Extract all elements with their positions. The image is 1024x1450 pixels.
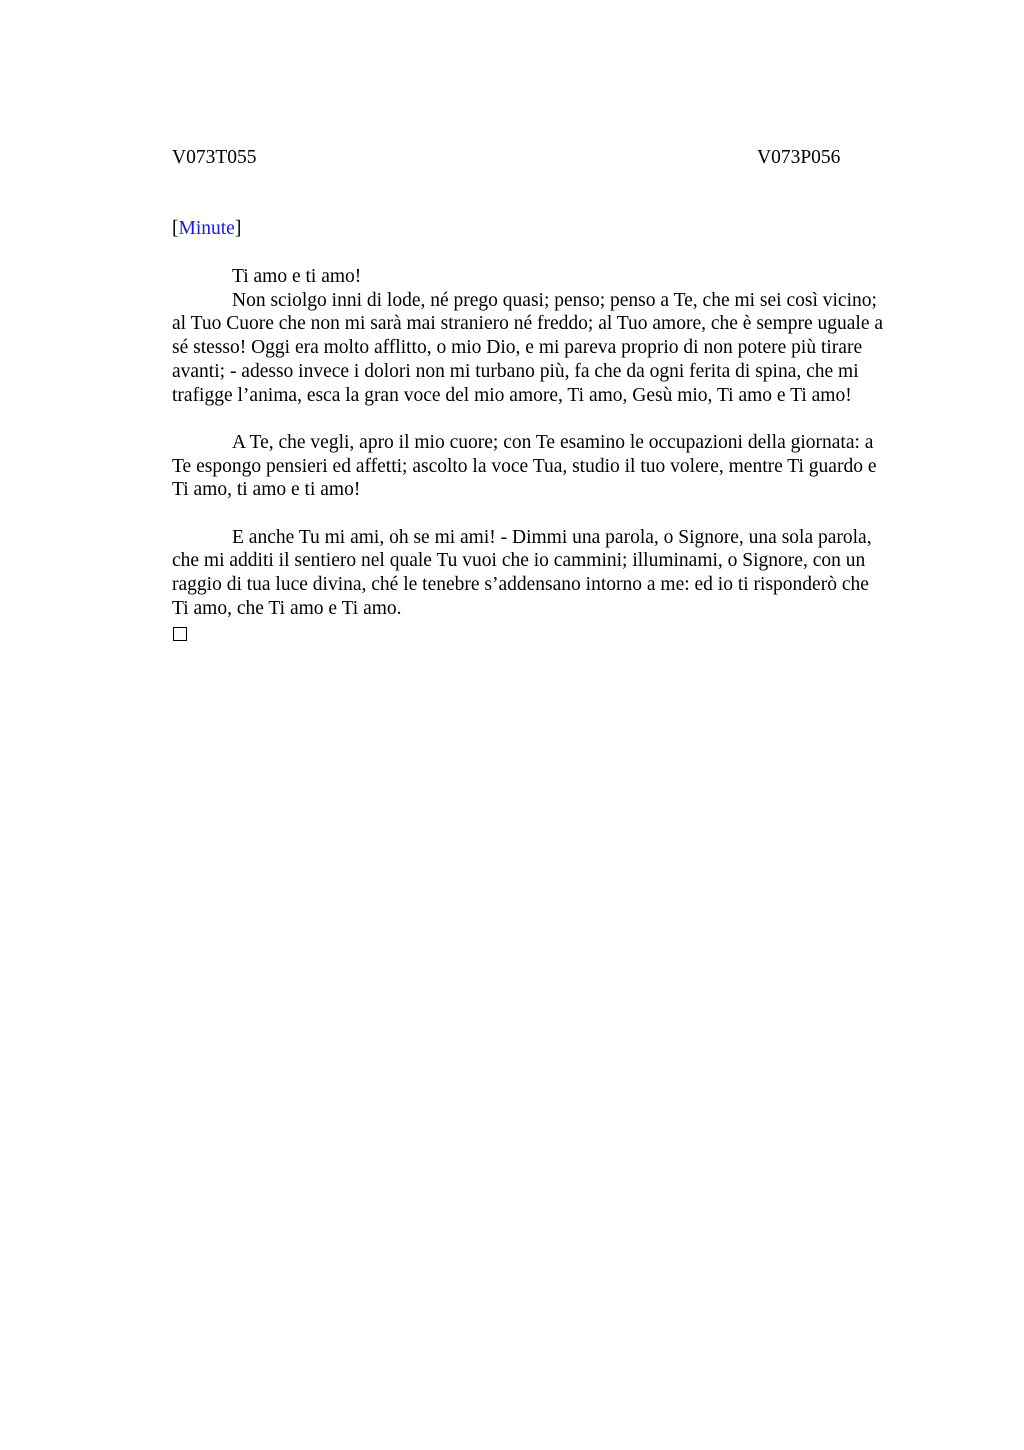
paragraph-gap [172, 502, 932, 526]
paragraph-gap [172, 407, 932, 431]
open-bracket: [ [172, 218, 179, 239]
paragraph-line: raggio di tua luce divina, ché le tenebre s’addensano intorno a me: ed io ti risponderò che [172, 574, 869, 596]
section-heading [172, 217, 241, 241]
paragraph-line: sé stesso! Oggi era molto afflitto, o mio Dio, e mi pareva proprio di non potere più tirare [172, 337, 863, 359]
paragraph-line: avanti; - adesso invece i dolori non mi turbano più, fa che da ogni ferita di spina, che mi [172, 360, 859, 382]
paragraph-line: che mi additi il sentiero nel quale Tu vuoi che io cammini; illuminami, o Signore, con un [172, 550, 866, 572]
paragraph-line: trafigge l’anima, esca la gran voce del mio amore, Ti amo, Gesù mio, Ti amo e Ti amo! [172, 384, 852, 406]
document-code-left: V073T055 [172, 147, 257, 168]
paragraph-line: Non sciolgo inni di lode, né prego quasi; penso; penso a Te, che mi sei così vicino; [232, 289, 877, 311]
paragraph-line: Ti amo, che Ti amo e Ti amo. [172, 597, 402, 619]
paragraph-line: Te espongo pensieri ed affetti; ascolto la voce Tua, studio il tuo volere, mentre Ti guardo e [172, 455, 877, 477]
paragraph-line: al Tuo Cuore che non mi sarà mai straniero né freddo; al Tuo amore, che è sempre uguale a [172, 313, 884, 335]
paragraph-line: E anche Tu mi ami, oh se mi ami! - Dimmi una parola, o Signore, una sola parola, [232, 526, 872, 548]
paragraph-line: Ti amo e ti amo! [232, 266, 362, 287]
paragraph-1 [172, 265, 932, 289]
close-bracket: ] [234, 218, 242, 239]
paragraph-line: A Te, che vegli, apro il mio cuore; con Te esamino le occupazioni della giornata: a [232, 431, 874, 453]
paragraph-line: Ti amo, ti amo e ti amo! [172, 479, 361, 501]
paragraph-2 [172, 289, 932, 408]
end-square-icon [173, 627, 187, 641]
body-text [172, 265, 932, 641]
minute-link[interactable]: Minute [178, 218, 235, 239]
paragraph-4 [172, 526, 932, 621]
document-code-right: V073P056 [757, 147, 841, 168]
paragraph-3 [172, 431, 932, 502]
